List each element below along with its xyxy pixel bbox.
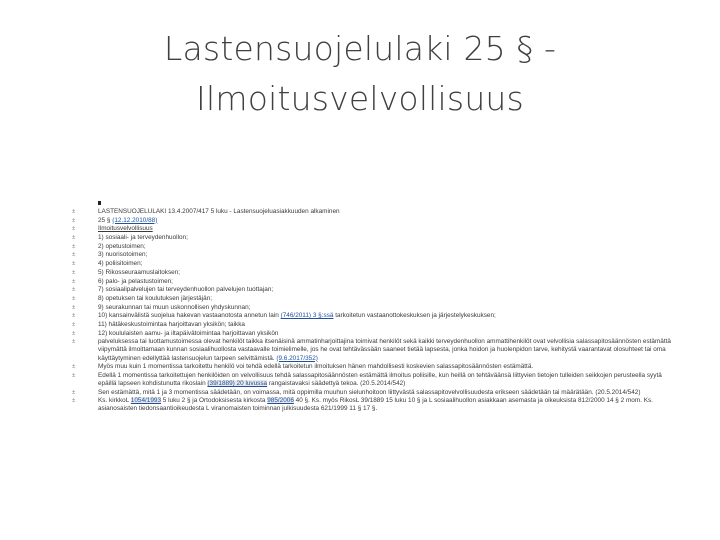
list-item-text: 4) poliisitoimen;	[98, 260, 143, 268]
list-item-law-heading	[72, 208, 672, 216]
list-item-text: 3) nuorisotoimen;	[98, 251, 148, 259]
list-item-text: Edellä 1 momentissa tarkoitettujen henkilöiden on velvollisuus tehdä salassapitosäännösten estämättä ilmoitus poliisille, kun heillä on tehtäväänsä liittyvien tietojen tulleiden seikkojen perusteella syytä epäillä lapseen kohdistunutta rikoslain	[98, 371, 662, 387]
list-item	[72, 295, 672, 303]
list-item	[72, 243, 672, 251]
list-item	[72, 286, 672, 294]
list-item-subtitle	[72, 225, 672, 233]
list-item-text: 1) sosiaali- ja terveydenhuollon;	[98, 234, 188, 242]
bullet-list	[72, 208, 672, 414]
list-item-text: 12) koululaisten aamu- ja iltapäivätoimintaa harjoittavan yksikön	[98, 329, 279, 337]
list-item-paragraph	[72, 338, 672, 362]
amendment-link[interactable]: (12.12.2010/88)	[112, 216, 158, 224]
list-item-text: rangaistavaksi säädettyä tekoa. (20.5.2014/542)	[267, 379, 406, 387]
list-item-text: Sen estämättä, mitä 1 ja 3 momentissa säädetään, on voimassa, mitä oppimilla muuhun sielunhoitoon liittyvästä salassapitovelvollisuudesta erikseen säädetään tai määrätään. (20.5.2014/542)	[98, 388, 641, 396]
list-item-text: 10) kansainvälistä suojelua hakevan vastaanotosta annetun lain	[98, 312, 281, 320]
list-item-text: 9) seurakunnan tai muun uskonnollisen yhdyskunnan;	[98, 303, 251, 311]
church-act-link[interactable]: 1054/1993	[130, 397, 162, 405]
list-item	[72, 304, 672, 312]
list-item-text: tarkoitetun vastaanottokeskuksen ja järjestelykeskuksen;	[333, 312, 496, 320]
slide-content	[72, 208, 672, 414]
list-item-paragraph	[72, 372, 672, 388]
list-item	[72, 234, 672, 242]
list-item-paragraph	[72, 397, 672, 413]
orthodox-act-link[interactable]: 985/2006	[267, 397, 294, 405]
list-item-paragraph	[72, 363, 672, 371]
slide-title-line-2: Ilmoitusvelvollisuus	[196, 79, 524, 118]
list-item-text: Myös muu kuin 1 momentissa tarkoitettu henkilö voi tehdä edellä tarkoitetun ilmoituksen hänen mahdollisesti koskevien salassapitosäännösten estämättä.	[98, 363, 534, 371]
list-item-section	[72, 217, 672, 225]
list-item	[72, 321, 672, 329]
list-item-text: Ks. kirkkoL	[98, 397, 131, 405]
list-item-text: 6) palo- ja pelastustoimen;	[98, 277, 173, 285]
slide-title-line-1: Lastensuojelulaki 25 § -	[163, 29, 557, 68]
list-item-text: 40 §. Ks. myös RikosL 39/1889 15 luku 10 § ja L sosiaalihuollon asiakkaan asemasta ja oikeuksista 812/2000 14 § 2 mom. Ks. asianosaisten tiedonsaantioikeudesta L viranomaisten toiminnan julkisuudesta 621/1999 11 § 17 §.	[98, 397, 653, 413]
list-item	[72, 330, 672, 338]
list-item	[72, 269, 672, 277]
list-item-text: 2) opetustoimen;	[98, 242, 146, 250]
list-item-text: 5) Rikosseuraamuslaitoksen;	[98, 268, 181, 276]
criminal-code-link[interactable]: (39/1889) 20 luvussa	[207, 379, 268, 387]
list-item-text: Ilmoitusvelvollisuus	[98, 225, 153, 233]
list-item	[72, 312, 672, 320]
law-link[interactable]: (746/2011) 3 §:ssä	[280, 312, 334, 320]
slide-title	[60, 24, 660, 124]
list-item	[72, 251, 672, 259]
list-item-text: 5 luku 2 § ja Ortodoksisesta kirkosta	[161, 397, 268, 405]
amendment-link[interactable]: (9.6.2017/352)	[276, 354, 318, 362]
list-item-text: 25 §	[98, 216, 113, 224]
list-item-text: LASTENSUOJELULAKI 13.4.2007/417 5 luku - Lastensuojeluasiakkuuden alkaminen	[98, 208, 340, 215]
list-item	[72, 260, 672, 268]
list-item-text: palveluksessa tai luottamustoimessa olevat henkilöt taikka itsenäisinä ammatinharjoittajina toimivat henkilöt sekä kaikki terveydenhuollon ammattihenkilöt ovat velvollisia salassapitosäännösten estämättä viipymättä ilmoittamaan kunnan sosiaalihuollosta vastaavalle toimielimelle, jos he ovat tehtävässään saaneet tietää lapsesta, jonka hoidon ja huolenpidon tarve, kehitystä vaarantavat olosuhteet tai oma käyttäytyminen edellyttää lastensuojelun tarpeen selvittämistä.	[98, 338, 671, 362]
list-item-text: 7) sosiaalipalvelujen tai terveydenhuollon palvelujen tuottajan;	[98, 286, 274, 294]
list-item	[72, 278, 672, 286]
list-item-paragraph	[72, 389, 672, 397]
list-item-text: 8) opetuksen tai koulutuksen järjestäjän;	[98, 294, 213, 302]
list-item-text: 11) hätäkeskustoimintaa harjoittavan yksikön; taikka	[98, 320, 245, 328]
